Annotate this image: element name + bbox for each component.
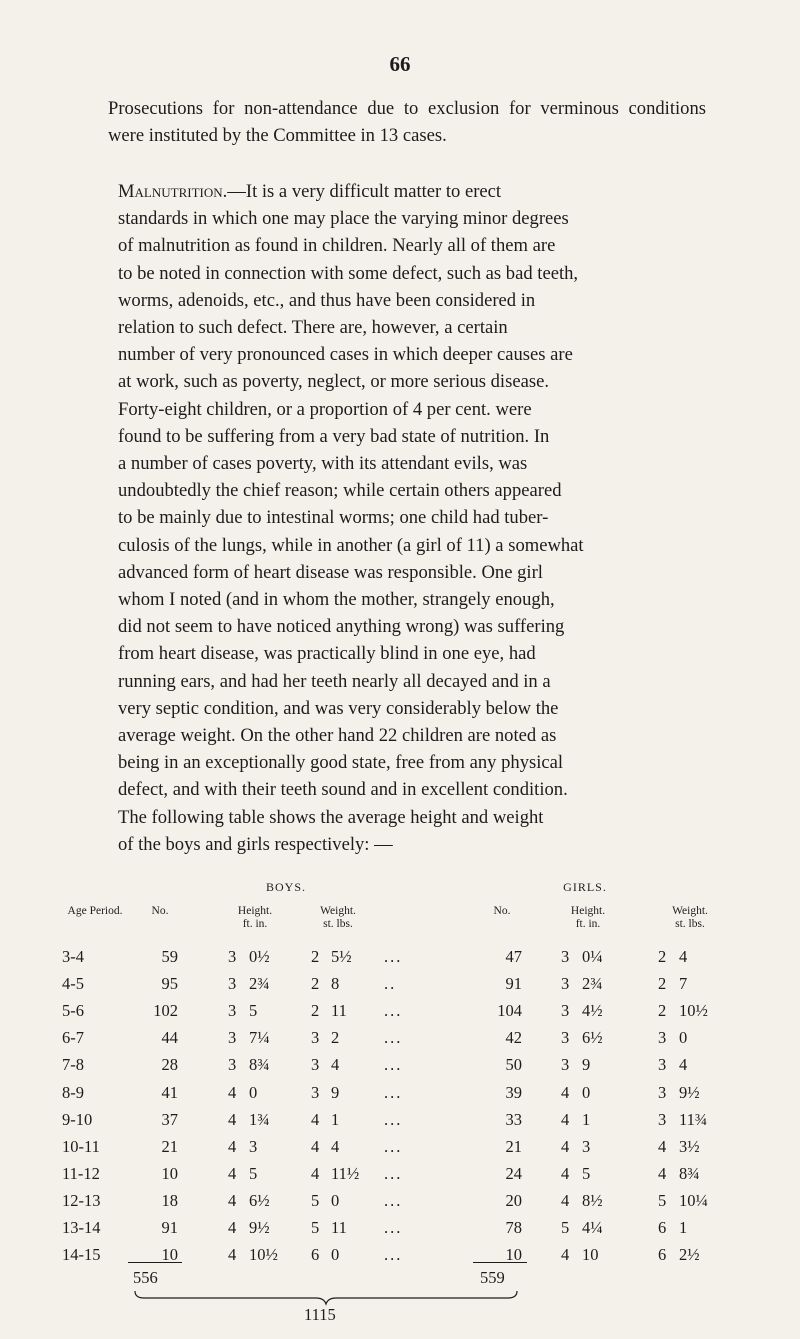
table-row: [0, 1001, 800, 1028]
girls-height-ft-cell: 3: [561, 974, 570, 994]
text-line: relation to such defect. There are, however, a certain: [118, 317, 508, 339]
girls-height-in-cell: 10: [582, 1245, 599, 1265]
total-brace: [134, 1290, 518, 1306]
girls-weight-lbs-cell: 9½: [679, 1082, 700, 1102]
girls-height-ft-cell: 3: [561, 1001, 570, 1021]
age-period-cell: 4-5: [62, 974, 84, 994]
girls-weight-lbs-cell: 3½: [679, 1136, 700, 1156]
girls-no-cell: 47: [505, 947, 522, 966]
girls-height-ft-cell: 4: [561, 1136, 570, 1156]
boys-no-cell: 44: [161, 1028, 178, 1048]
girls-height-in-cell: 9: [582, 1055, 591, 1075]
boys-weight-lbs-cell: 11: [331, 1218, 347, 1237]
boys-weight-lbs-cell: 2: [331, 1028, 340, 1048]
grand-total: 1115: [304, 1305, 336, 1324]
boys-height-in-cell: 2¾: [249, 974, 270, 994]
boys-height-in-cell: 10½: [249, 1245, 278, 1265]
boys-total: 556: [133, 1268, 158, 1287]
text-line: culosis of the lungs, while in another (a girl of 11) a somewhat: [118, 534, 584, 556]
leader-dots: ...: [384, 1055, 403, 1075]
girls-no-cell: 42: [505, 1028, 522, 1048]
col-header-label: Weight.: [672, 905, 708, 917]
col-age-period: Age Period.: [67, 905, 123, 917]
girls-weight-lbs-cell: 0: [679, 1028, 688, 1048]
girls-weight-st-cell: 3: [658, 1055, 667, 1075]
boys-weight-st-cell: 2: [311, 947, 320, 966]
age-period-cell: 13-14: [62, 1218, 101, 1237]
boys-height-ft-cell: 3: [228, 947, 237, 966]
boys-height-ft-cell: 3: [228, 1001, 237, 1021]
text-line: to be mainly due to intestinal worms; one child had tuber-: [118, 507, 549, 529]
boys-weight-st-cell: 4: [311, 1109, 320, 1129]
boys-height-in-cell: 8¾: [249, 1055, 270, 1075]
boys-height-ft-cell: 4: [228, 1218, 237, 1237]
col-header-units: st. lbs.: [323, 918, 353, 930]
girls-height-ft-cell: 4: [561, 1245, 570, 1265]
girls-weight-st-cell: 3: [658, 1028, 667, 1048]
leader-dots: ..: [384, 974, 397, 994]
leader-dots: ...: [384, 947, 403, 966]
girls-height-in-cell: 0¼: [582, 947, 603, 966]
girls-height-in-cell: 1: [582, 1109, 591, 1129]
section-heading: Malnutrition.: [118, 181, 228, 202]
girls-weight-st-cell: 6: [658, 1245, 667, 1265]
col-girls-height: [558, 905, 618, 931]
boys-height-in-cell: 1¾: [249, 1109, 270, 1129]
col-boys-weight: [308, 905, 368, 931]
boys-height-in-cell: 0½: [249, 947, 270, 966]
boys-weight-lbs-cell: 1: [331, 1109, 340, 1129]
girls-height-in-cell: 4¼: [582, 1218, 603, 1237]
girls-weight-st-cell: 4: [658, 1136, 667, 1156]
boys-height-ft-cell: 3: [228, 974, 237, 994]
boys-weight-st-cell: 6: [311, 1245, 320, 1265]
boys-weight-lbs-cell: 11: [331, 1001, 347, 1021]
girls-weight-lbs-cell: 11¾: [679, 1109, 708, 1129]
age-period-cell: 11-12: [62, 1163, 100, 1183]
boys-weight-st-cell: 5: [311, 1190, 320, 1210]
text-line: of the boys and girls respectively: —: [118, 833, 393, 855]
boys-height-ft-cell: 3: [228, 1028, 237, 1048]
col-girls-weight: [655, 905, 725, 931]
girls-total-rule: [473, 1262, 527, 1263]
age-period-cell: 14-15: [62, 1245, 101, 1265]
leader-dots: ...: [384, 1163, 403, 1183]
col-header-units: st. lbs.: [675, 918, 705, 930]
girls-height-ft-cell: 4: [561, 1163, 570, 1183]
boys-weight-lbs-cell: 0: [331, 1190, 340, 1210]
boys-no-cell: 41: [161, 1082, 178, 1102]
age-period-cell: 7-8: [62, 1055, 84, 1075]
boys-weight-st-cell: 3: [311, 1082, 320, 1102]
boys-height-in-cell: 9½: [249, 1218, 270, 1237]
text-line: did not seem to have noticed anything wrong) was suffering: [118, 616, 565, 638]
girls-height-in-cell: 5: [582, 1163, 591, 1183]
leader-dots: ...: [384, 1190, 403, 1210]
boys-no-cell: 59: [161, 947, 178, 966]
text-line: average weight. On the other hand 22 children are noted as: [118, 725, 557, 747]
boys-weight-lbs-cell: 9: [331, 1082, 340, 1102]
text-line: found to be suffering from a very bad state of nutrition. In: [118, 425, 550, 447]
leader-dots: ...: [384, 1218, 403, 1237]
boys-no-cell: 10: [161, 1163, 178, 1183]
leader-dots: ...: [384, 1082, 403, 1102]
boys-weight-st-cell: 4: [311, 1163, 320, 1183]
girls-height-in-cell: 3: [582, 1136, 591, 1156]
leader-dots: ...: [384, 1001, 403, 1021]
girls-weight-lbs-cell: 10¼: [679, 1190, 708, 1210]
paragraph-malnutrition: [108, 178, 706, 858]
age-period-cell: 9-10: [62, 1109, 93, 1129]
girls-weight-st-cell: 6: [658, 1218, 667, 1237]
col-boys-height: [225, 905, 285, 931]
girls-no-cell: 91: [505, 974, 522, 994]
boys-no-cell: 95: [161, 974, 178, 994]
boys-height-ft-cell: 4: [228, 1109, 237, 1129]
girls-weight-st-cell: 2: [658, 974, 667, 994]
text-line: of malnutrition as found in children. Nearly all of them are: [118, 235, 556, 257]
girls-no-cell: 50: [505, 1055, 522, 1075]
girls-weight-lbs-cell: 7: [679, 974, 688, 994]
table-row: [0, 1164, 800, 1191]
boys-weight-st-cell: 2: [311, 1001, 320, 1021]
col-boys-no: No.: [151, 905, 169, 917]
boys-weight-st-cell: 2: [311, 974, 320, 994]
paragraph-prosecutions: Prosecutions for non-attendance due to exclusion for verminous conditions were instituted by the Committee in 13 cases.: [108, 98, 706, 147]
text-line: Forty-eight children, or a proportion of 4 per cent. were: [118, 398, 532, 420]
girls-no-cell: 24: [505, 1163, 522, 1183]
girls-no-cell: 21: [505, 1136, 522, 1156]
girls-weight-lbs-cell: 4: [679, 1055, 688, 1075]
boys-no-cell: 37: [161, 1109, 178, 1129]
girls-weight-lbs-cell: 8¾: [679, 1163, 700, 1183]
col-header-units: ft. in.: [575, 918, 601, 930]
boys-height-ft-cell: 4: [228, 1245, 237, 1265]
text-line: a number of cases poverty, with its attendant evils, was: [118, 453, 528, 475]
table-row: [0, 947, 800, 974]
text-line: worms, adenoids, etc., and thus have been considered in: [118, 289, 536, 311]
girls-height-ft-cell: 5: [561, 1218, 570, 1237]
text-line: at work, such as poverty, neglect, or more serious disease.: [118, 371, 549, 393]
leader-dots: ...: [384, 1028, 403, 1048]
boys-weight-st-cell: 3: [311, 1055, 320, 1075]
boys-no-cell: 91: [161, 1218, 178, 1237]
girls-no-cell: 39: [505, 1082, 522, 1102]
table-row: [0, 1055, 800, 1082]
girls-weight-st-cell: 5: [658, 1190, 667, 1210]
girls-weight-st-cell: 2: [658, 947, 667, 966]
boys-no-cell: 21: [161, 1136, 178, 1156]
boys-no-cell: 10: [161, 1245, 178, 1265]
boys-weight-st-cell: 5: [311, 1218, 320, 1237]
girls-weight-st-cell: 4: [658, 1163, 667, 1183]
text-line: The following table shows the average height and weight: [118, 806, 544, 828]
boys-weight-st-cell: 4: [311, 1136, 320, 1156]
girls-height-in-cell: 8½: [582, 1190, 603, 1210]
girls-height-ft-cell: 3: [561, 1028, 570, 1048]
girls-height-in-cell: 2¾: [582, 974, 603, 994]
boys-weight-lbs-cell: 4: [331, 1055, 340, 1075]
boys-height-ft-cell: 4: [228, 1163, 237, 1183]
girls-height-ft-cell: 4: [561, 1190, 570, 1210]
boys-height-ft-cell: 4: [228, 1082, 237, 1102]
age-period-cell: 12-13: [62, 1190, 101, 1210]
text-line: from heart disease, was practically blind in one eye, had: [118, 643, 536, 665]
girls-total: 559: [480, 1268, 505, 1287]
table-row: [0, 1191, 800, 1218]
text-line: number of very pronounced cases in which deeper causes are: [118, 344, 573, 366]
leader-dots: ...: [384, 1245, 403, 1265]
boys-height-ft-cell: 4: [228, 1190, 237, 1210]
page-number: 66: [389, 52, 411, 76]
text-line: to be noted in connection with some defect, such as bad teeth,: [118, 262, 579, 284]
age-period-cell: 6-7: [62, 1028, 84, 1048]
girls-weight-lbs-cell: 1: [679, 1218, 688, 1237]
col-header-units: ft. in.: [242, 918, 268, 930]
table-row: [0, 1110, 800, 1137]
table-row: [0, 1245, 800, 1272]
girls-height-ft-cell: 3: [561, 1055, 570, 1075]
boys-height-in-cell: 5: [249, 1163, 258, 1183]
boys-weight-lbs-cell: 5½: [331, 947, 352, 966]
text-line: undoubtedly the chief reason; while certain others appeared: [118, 480, 562, 502]
boys-height-in-cell: 5: [249, 1001, 258, 1021]
boys-no-cell: 18: [161, 1190, 178, 1210]
table-row: [0, 1137, 800, 1164]
col-header-label: Weight.: [320, 905, 356, 917]
boys-height-in-cell: 3: [249, 1136, 258, 1156]
boys-height-in-cell: 7¼: [249, 1028, 270, 1048]
text-line: defect, and with their teeth sound and in excellent condition.: [118, 779, 568, 801]
text-line: being in an exceptionally good state, free from any physical: [118, 752, 564, 774]
girls-weight-st-cell: 3: [658, 1109, 667, 1129]
girls-weight-st-cell: 3: [658, 1082, 667, 1102]
girls-weight-st-cell: 2: [658, 1001, 667, 1021]
girls-no-cell: 20: [505, 1190, 522, 1210]
text-line: —It is a very difficult matter to erect: [227, 181, 502, 202]
boys-no-cell: 102: [153, 1001, 178, 1021]
text-line: whom I noted (and in whom the mother, strangely enough,: [118, 589, 555, 611]
col-header-label: Height.: [237, 905, 273, 917]
col-header-label: Height.: [570, 905, 606, 917]
girls-height-in-cell: 6½: [582, 1028, 603, 1048]
girls-weight-lbs-cell: 2½: [679, 1245, 700, 1265]
girls-group-header: GIRLS.: [563, 880, 607, 894]
boys-height-ft-cell: 3: [228, 1055, 237, 1075]
boys-weight-st-cell: 3: [311, 1028, 320, 1048]
leader-dots: ...: [384, 1136, 403, 1156]
boys-group-header: BOYS.: [265, 880, 306, 894]
boys-height-in-cell: 6½: [249, 1190, 270, 1210]
girls-no-cell: 10: [505, 1245, 522, 1265]
girls-no-cell: 78: [505, 1218, 522, 1237]
col-girls-no: No.: [493, 905, 511, 917]
text-line: standards in which one may place the varying minor degrees: [118, 208, 569, 230]
leader-dots: ...: [384, 1109, 403, 1129]
girls-no-cell: 104: [497, 1001, 522, 1021]
girls-weight-lbs-cell: 4: [679, 947, 688, 966]
girls-height-in-cell: 4½: [582, 1001, 603, 1021]
age-period-cell: 5-6: [62, 1001, 84, 1021]
age-period-cell: 10-11: [62, 1136, 100, 1156]
girls-height-ft-cell: 4: [561, 1082, 570, 1102]
girls-no-cell: 33: [505, 1109, 522, 1129]
table-row: [0, 1028, 800, 1055]
text-line: very septic condition, and was very considerably below the: [118, 697, 559, 719]
age-period-cell: 3-4: [62, 947, 84, 966]
girls-height-in-cell: 0: [582, 1082, 591, 1102]
boys-weight-lbs-cell: 11½: [331, 1163, 360, 1183]
boys-height-ft-cell: 4: [228, 1136, 237, 1156]
text-line: running ears, and had her teeth nearly all decayed and in a: [118, 670, 551, 692]
boys-weight-lbs-cell: 0: [331, 1245, 340, 1265]
table-row: [0, 1083, 800, 1110]
age-period-cell: 8-9: [62, 1082, 84, 1102]
boys-height-in-cell: 0: [249, 1082, 258, 1102]
boys-weight-lbs-cell: 4: [331, 1136, 340, 1156]
table-row: [0, 974, 800, 1001]
boys-weight-lbs-cell: 8: [331, 974, 340, 994]
girls-height-ft-cell: 3: [561, 947, 570, 966]
boys-total-rule: [128, 1262, 182, 1263]
text-line: advanced form of heart disease was responsible. One girl: [118, 561, 543, 583]
table-row: [0, 1218, 800, 1245]
boys-no-cell: 28: [161, 1055, 178, 1075]
girls-weight-lbs-cell: 10½: [679, 1001, 708, 1021]
girls-height-ft-cell: 4: [561, 1109, 570, 1129]
